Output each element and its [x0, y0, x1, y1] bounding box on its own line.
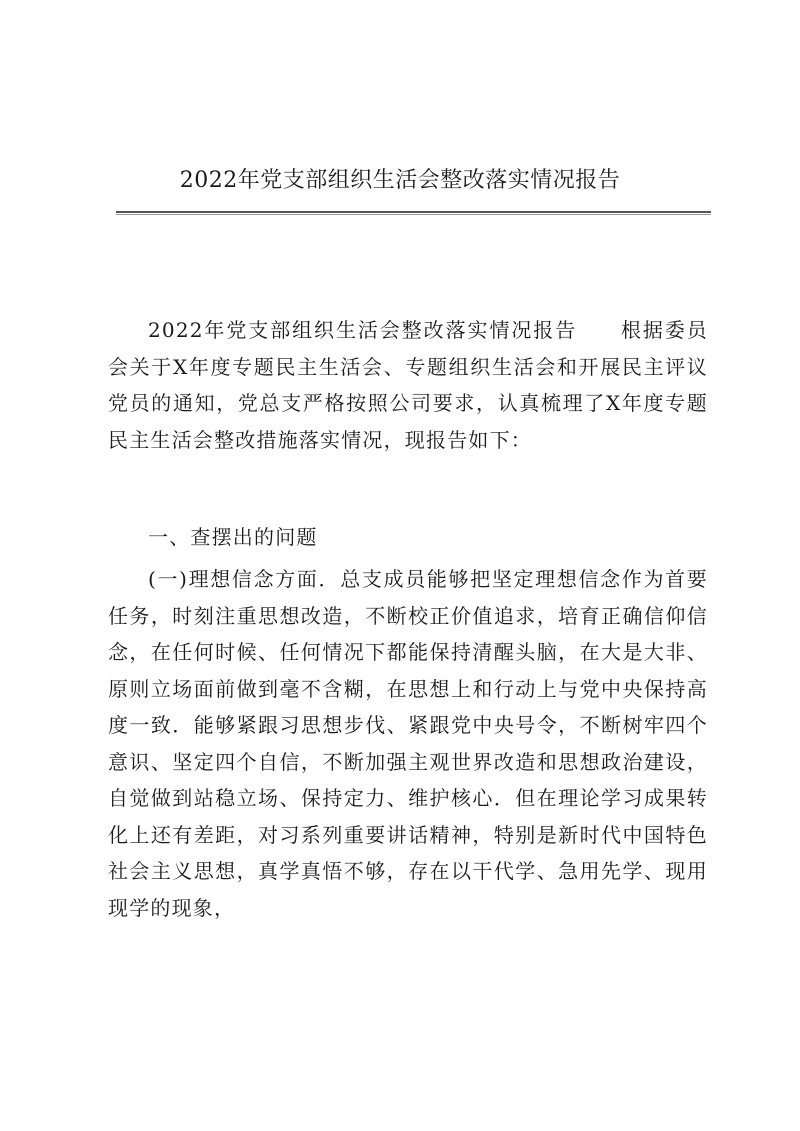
document-title: 2022年党支部组织生活会整改落实情况报告: [179, 168, 621, 193]
section-paragraph: (一)理想信念方面．总支成员能够把坚定理想信念作为首要任务，时刻注重思想改造，不断校正价值追求，培育正确信仰信念，在任何时候、任何情况下都能保持清醒头脑，在大是大非、原则立场面前做到毫不含糊，在思想上和行动上与党中央保持高度一致．能够紧跟习思想步伐、紧跟党中央号令，不断树牢四个意识、坚定四个自信，不断加强主观世界改造和思想政治建设，自觉做到站稳立场、保持定力、维护核心．但在理论学习成果转化上还有差距，对习系列重要讲话精神，特别是新时代中国特色社会主义思想，真学真悟不够，存在以干代学、急用先学、现用现学的现象，: [108, 567, 708, 920]
intro-paragraph: 2022年党支部组织生活会整改落实情况报告 根据委员会关于X年度专题民主生活会、专题组织生活会和开展民主评议党员的通知，党总支严格按照公司要求，认真梳理了X年度专题民主生活会整改措施落实情况，现报告如下：: [108, 318, 708, 452]
section-heading: 一、查摆出的问题: [148, 525, 318, 549]
title-divider: [116, 211, 711, 215]
